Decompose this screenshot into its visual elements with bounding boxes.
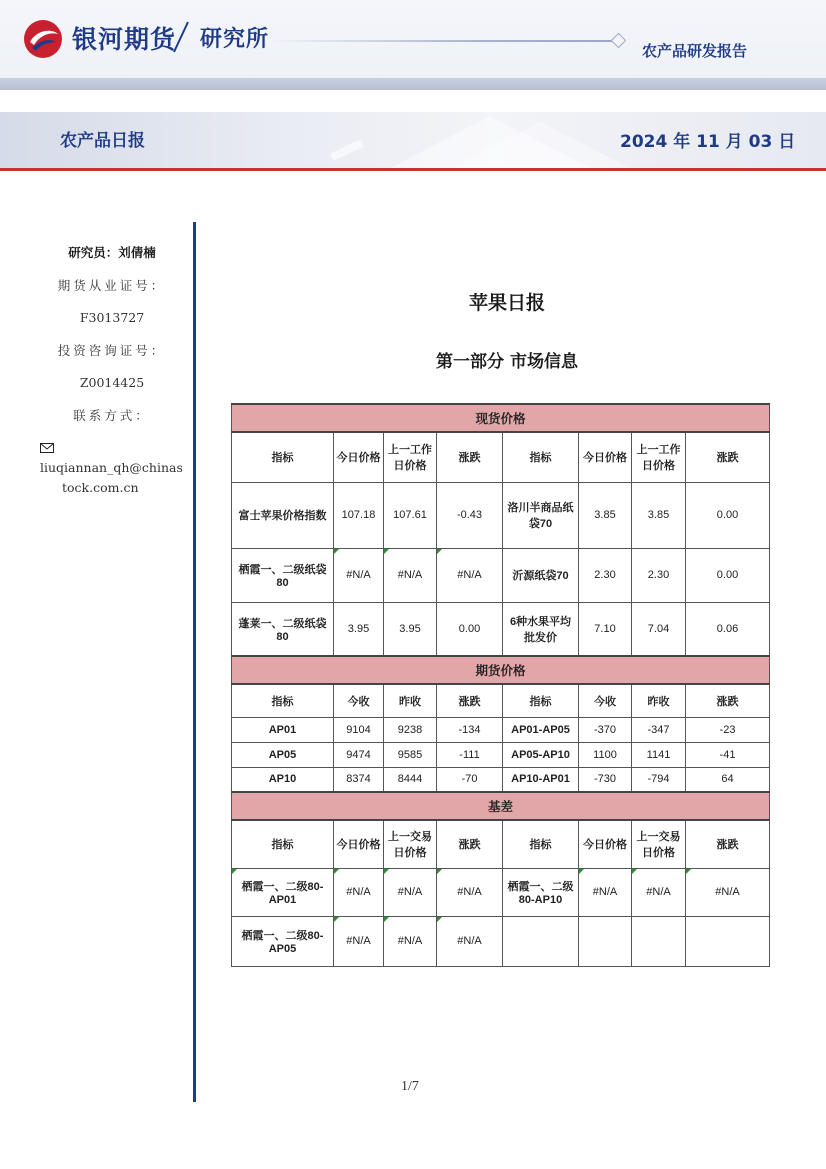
value-cell: 107.18 [334, 482, 384, 548]
value-cell: 3.85 [579, 482, 632, 548]
column-header: 今收 [334, 684, 384, 717]
table-row [232, 482, 770, 548]
indicator-cell: 6种水果平均批发价 [503, 602, 579, 656]
value-cell: #N/A [437, 548, 503, 602]
column-header: 今日价格 [334, 820, 384, 868]
value-cell [632, 916, 686, 966]
value-cell: 2.30 [632, 548, 686, 602]
contact-email[interactable] [40, 438, 186, 498]
report-type: 农产品研发报告 [642, 42, 748, 60]
value-cell: #N/A [437, 916, 503, 966]
value-cell: 107.61 [384, 482, 437, 548]
spot-header-row [232, 432, 770, 482]
column-header: 涨跌 [437, 684, 503, 717]
indicator-cell: AP10 [232, 767, 334, 792]
value-cell: 64 [686, 767, 770, 792]
title-band-red-line [0, 168, 826, 171]
column-header: 指标 [503, 432, 579, 482]
value-cell: 2.30 [579, 548, 632, 602]
value-cell: 1141 [632, 742, 686, 767]
value-cell: -794 [632, 767, 686, 792]
column-header: 今收 [579, 684, 632, 717]
indicator-cell: 栖霞一、二级80-AP10 [503, 868, 579, 916]
value-cell: -23 [686, 717, 770, 742]
value-cell: 8374 [334, 767, 384, 792]
futures-section-title: 期货价格 [232, 656, 770, 684]
value-cell: -347 [632, 717, 686, 742]
invest-cert-label: 投资咨询证号： [57, 342, 167, 358]
futures-header-row [232, 684, 770, 717]
indicator-cell: AP01-AP05 [503, 717, 579, 742]
indicator-cell: AP01 [232, 717, 334, 742]
basis-title-row [232, 792, 770, 820]
daily-report-title: 农产品日报 [60, 131, 145, 151]
value-cell [579, 916, 632, 966]
column-header: 指标 [232, 432, 334, 482]
value-cell: #N/A [334, 868, 384, 916]
value-cell: -730 [579, 767, 632, 792]
value-cell: 7.10 [579, 602, 632, 656]
contact-label: 联系方式： [73, 407, 151, 423]
header-band-bottom [0, 78, 826, 90]
section-title: 第一部分 市场信息 [436, 352, 578, 372]
indicator-cell: 栖霞一、二级80-AP05 [232, 916, 334, 966]
basis-section-title: 基差 [232, 792, 770, 820]
value-cell: -111 [437, 742, 503, 767]
column-header: 涨跌 [437, 432, 503, 482]
value-cell: -134 [437, 717, 503, 742]
brand-name: 银河期货 [72, 25, 177, 54]
indicator-cell: 沂源纸袋70 [503, 548, 579, 602]
value-cell: #N/A [334, 916, 384, 966]
indicator-cell: AP10-AP01 [503, 767, 579, 792]
value-cell: -70 [437, 767, 503, 792]
column-header: 昨收 [632, 684, 686, 717]
value-cell: 9474 [334, 742, 384, 767]
column-header: 今日价格 [579, 820, 632, 868]
page-number: 1/7 [401, 1079, 419, 1094]
value-cell: #N/A [686, 868, 770, 916]
value-cell: #N/A [384, 548, 437, 602]
column-header: 上一工作日价格 [384, 432, 437, 482]
report-date: 2024 年 11 月 03 日 [620, 132, 796, 152]
value-cell: #N/A [632, 868, 686, 916]
column-header: 今日价格 [579, 432, 632, 482]
table-row [232, 602, 770, 656]
column-header: 指标 [503, 820, 579, 868]
researcher-name: 研究员：刘倩楠 [68, 245, 156, 260]
galaxy-logo-icon [22, 18, 64, 60]
market-info-table [231, 403, 770, 967]
table-row [232, 717, 770, 742]
indicator-cell: AP05-AP10 [503, 742, 579, 767]
column-header: 涨跌 [686, 820, 770, 868]
value-cell: #N/A [437, 868, 503, 916]
value-cell [686, 916, 770, 966]
header-rule [270, 40, 615, 42]
column-header: 指标 [232, 820, 334, 868]
indicator-cell: 蓬莱一、二级纸袋 80 [232, 602, 334, 656]
value-cell: 1100 [579, 742, 632, 767]
value-cell: 9585 [384, 742, 437, 767]
indicator-cell: 洛川半商品纸袋70 [503, 482, 579, 548]
value-cell: 3.95 [334, 602, 384, 656]
indicator-cell: AP05 [232, 742, 334, 767]
value-cell: -41 [686, 742, 770, 767]
column-header: 上一工作日价格 [632, 432, 686, 482]
spot-section-title: 现货价格 [232, 404, 770, 432]
value-cell: -0.43 [437, 482, 503, 548]
column-header: 昨收 [384, 684, 437, 717]
value-cell: -370 [579, 717, 632, 742]
brand-subtitle: 研究所 [200, 27, 270, 52]
value-cell: #N/A [334, 548, 384, 602]
table-row [232, 767, 770, 792]
indicator-cell: 栖霞一、二级纸袋 80 [232, 548, 334, 602]
value-cell: #N/A [384, 868, 437, 916]
value-cell: 3.85 [632, 482, 686, 548]
document-title: 苹果日报 [468, 292, 545, 314]
value-cell: 0.00 [686, 482, 770, 548]
table-row [232, 916, 770, 966]
value-cell: 0.06 [686, 602, 770, 656]
invest-cert-value: Z0014425 [79, 375, 145, 390]
table-row [232, 742, 770, 767]
value-cell: #N/A [579, 868, 632, 916]
value-cell: 9104 [334, 717, 384, 742]
basis-header-row [232, 820, 770, 868]
table-row [232, 548, 770, 602]
email-line-1: liuqiannan_qh@chinas [40, 460, 183, 475]
column-header: 涨跌 [437, 820, 503, 868]
column-header: 今日价格 [334, 432, 384, 482]
column-header: 涨跌 [686, 684, 770, 717]
value-cell: #N/A [384, 916, 437, 966]
spot-title-row [232, 404, 770, 432]
futures-title-row [232, 656, 770, 684]
mail-icon [40, 443, 54, 453]
value-cell: 3.95 [384, 602, 437, 656]
email-line-2: tock.com.cn [62, 480, 139, 495]
column-header: 上一交易日价格 [384, 820, 437, 868]
futures-cert-value: F3013727 [79, 310, 145, 325]
value-cell: 8444 [384, 767, 437, 792]
indicator-cell: 栖霞一、二级80-AP01 [232, 868, 334, 916]
sidebar-divider [193, 222, 196, 1102]
table-row [232, 868, 770, 916]
column-header: 指标 [503, 684, 579, 717]
author-sidebar [38, 243, 186, 498]
column-header: 上一交易日价格 [632, 820, 686, 868]
indicator-cell [503, 916, 579, 966]
value-cell: 7.04 [632, 602, 686, 656]
brand-divider [170, 20, 192, 54]
futures-cert-label: 期货从业证号： [57, 277, 167, 293]
indicator-cell: 富士苹果价格指数 [232, 482, 334, 548]
value-cell: 9238 [384, 717, 437, 742]
column-header: 指标 [232, 684, 334, 717]
value-cell: 0.00 [437, 602, 503, 656]
column-header: 涨跌 [686, 432, 770, 482]
value-cell: 0.00 [686, 548, 770, 602]
